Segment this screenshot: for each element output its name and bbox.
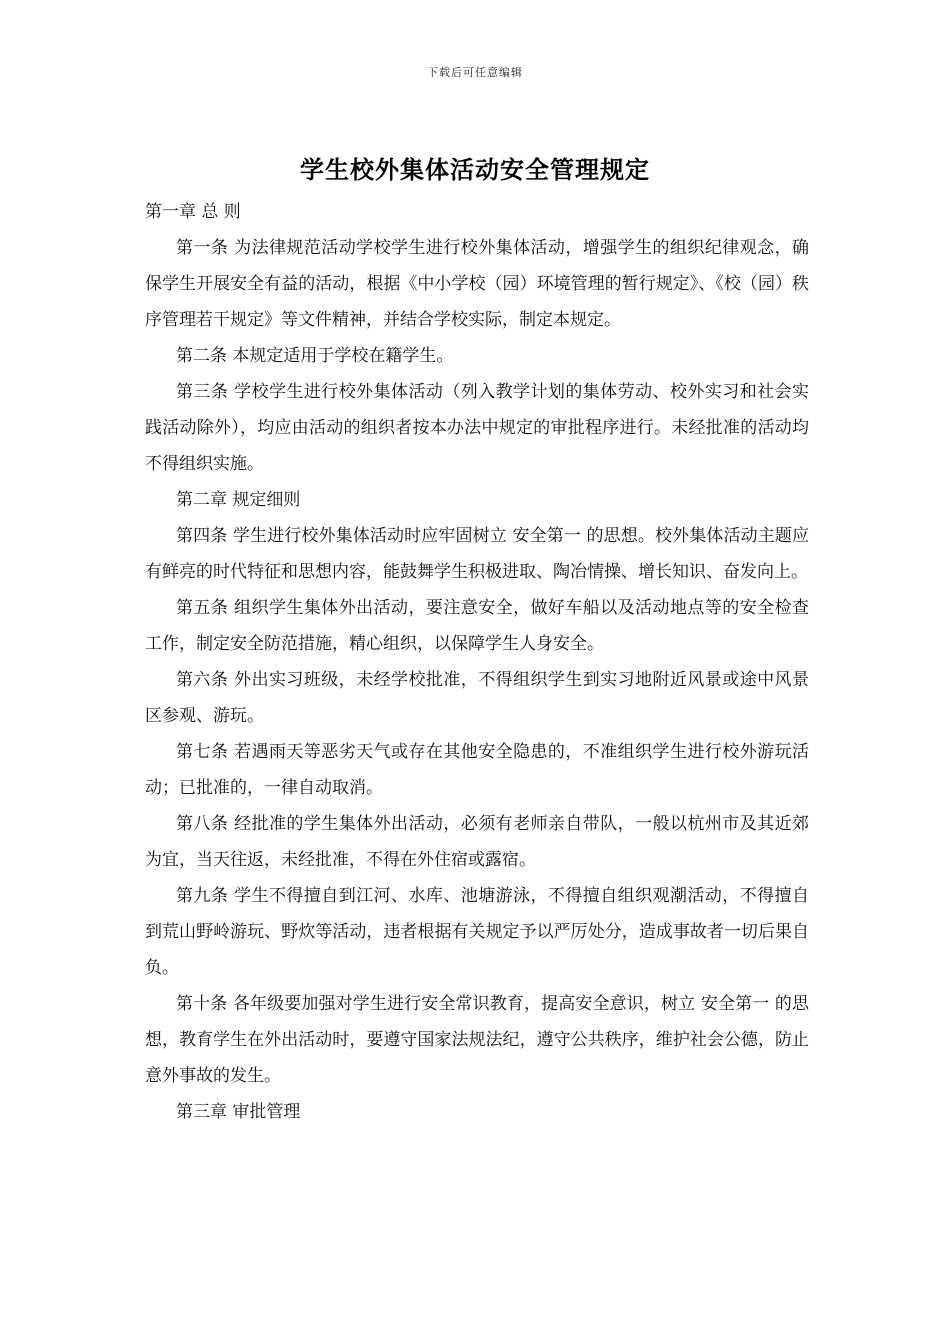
chapter-heading: 第二章 规定细则: [176, 490, 301, 510]
chapter-heading: 第一章 总 则: [145, 202, 241, 222]
article-paragraph: 第五条 组织学生集体外出活动，要注意安全，做好车船以及活动地点等的安全检查工作，制定安全防范措施，精心组织，以保障学生人身安全。: [145, 598, 809, 654]
article-paragraph: 第一条 为法律规范活动学校学生进行校外集体活动，增强学生的组织纪律观念，确保学生开展安全有益的活动，根据《中小学校（园）环境管理的暂行规定》、《校（园）秩序管理若干规定》等文件精神，并结合学校实际，制定本规定。: [145, 238, 809, 330]
article-paragraph: 第六条 外出实习班级，未经学校批准，不得组织学生到实习地附近风景或途中风景区参观、游玩。: [145, 670, 809, 726]
article-paragraph: 第八条 经批准的学生集体外出活动，必须有老师亲自带队，一般以杭州市及其近郊为宜，当天往返，未经批准，不得在外住宿或露宿。: [145, 814, 809, 870]
article-paragraph: 第四条 学生进行校外集体活动时应牢固树立 安全第一 的思想。校外集体活动主题应有鲜亮的时代特征和思想内容，能鼓舞学生积极进取、陶冶情操、增长知识、奋发向上。: [145, 526, 809, 582]
article-paragraph: 第二条 本规定适用于学校在籍学生。: [176, 346, 454, 366]
document-body: [145, 194, 809, 1130]
article-paragraph: 第九条 学生不得擅自到江河、水库、池塘游泳，不得擅自组织观潮活动，不得擅自到荒山野岭游玩、野炊等活动，违者根据有关规定予以严厉处分，造成事故者一切后果自负。: [145, 886, 809, 978]
article-paragraph: 第七条 若遇雨天等恶劣天气或存在其他安全隐患的，不准组织学生进行校外游玩活动；已批准的，一律自动取消。: [145, 742, 809, 798]
chapter-heading: 第三章 审批管理: [176, 1102, 301, 1122]
document-title: 学生校外集体活动安全管理规定: [300, 155, 650, 184]
article-paragraph: 第三条 学校学生进行校外集体活动（列入教学计划的集体劳动、校外实习和社会实践活动除外），均应由活动的组织者按本办法中规定的审批程序进行。未经批准的活动均不得组织实施。: [145, 382, 809, 474]
header-note: 下载后可任意编辑: [427, 66, 523, 79]
article-paragraph: 第十条 各年级要加强对学生进行安全常识教育，提高安全意识，树立 安全第一 的思想，教育学生在外出活动时，要遵守国家法规法纪，遵守公共秩序，维护社会公德，防止意外事故的发生。: [145, 994, 809, 1086]
